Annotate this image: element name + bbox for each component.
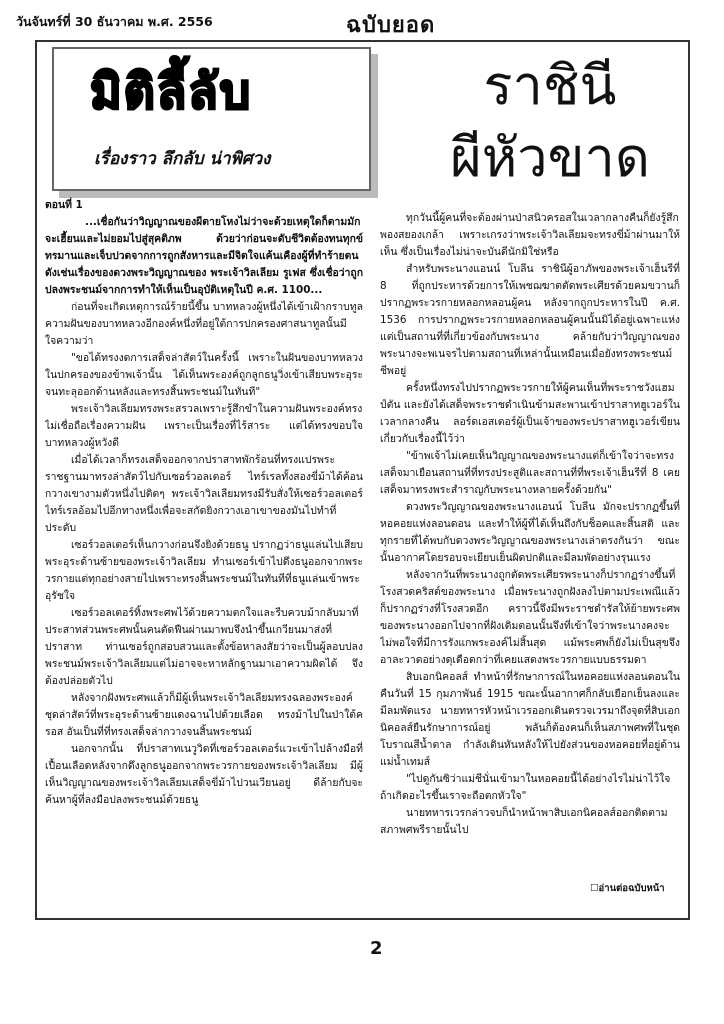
right-paragraph: "ไปดูกันซิว่าแม่ชีนั่นเข้ามาในหอคอยนี้ได้อย่างไรไม่น่าไว้ใจ ถ้าเกิดอะไรขึ้นเราจะถือตกหัวใจ": [380, 773, 671, 802]
right-paragraph: ทุกวันนี้ผู้คนที่จะต้องผ่านป่าสนิวครอสในเวลากลางคืนก็ยังรู้สึกพองสยองเกล้า เพราะเกรงว่าพระเจ้าวิลเลียมจะทรงขี่ม้าผ่านมาให้เห็น ซึ่งเป็นเรื่องไม่น่าจะบันดีนักมิใช่หรือ: [380, 212, 680, 258]
left-paragraph: "ขอได้ทรงงดการเสด็จล่าสัตว์ในครั้งนี้ เพราะในฝันของบาทหลวงในปกครองของข้าพเจ้านั้น ได้เห็นพระองค์ถูกลูกธนูวิ่งเข้าเสียบพระอุระจนทะลุออกด้านหลังและทรงสิ้นพระชนม์ในทันที": [45, 352, 363, 398]
left-paragraph: ก่อนที่จะเกิดเหตุการณ์ร้ายนี้ขึ้น บาทหลวงผู้หนึ่งได้เข้าเฝ้ากราบทูลความฝันของบาทหลวงอีกองค์หนึ่งที่อยู่ใต้การปกครองศาสนาทูลนั้นมีใจความว่า: [45, 301, 363, 347]
right-paragraph: "ข้าพเจ้าไม่เคยเห็นวิญญาณของพระนางแต่ก็เข้าใจว่าจะทรงเสด็จมาเยือนสถานที่ที่ทรงประสูติและสถานที่ที่พระเจ้าเฮ็นรีที่ 8 เคยเสด็จมาทรงพระสำราญกับพระนางหลายครั้งด้วยกัน": [380, 450, 680, 496]
column-logo: [52, 47, 371, 191]
left-column: [45, 197, 363, 907]
left-paragraph: นอกจากนั้น ที่ปราสาทเนวูวิดที่เซอร์วอลเตอร์แวะเข้าไปล้างมือที่เปื้อนเลือดหลังจากดึงลูกธนูออกจากพระวรกายของพระเจ้าวิลเลียม มีผู้เห็นวิญญาณของพระเจ้าวิลเลียมเสด็จขี่ม้าไปวนเวียนอยู่ ดีล้ายกับจะค้นหาผู้ที่ลงมือปลงพระชนม์ด้วยธนู: [45, 743, 363, 806]
continued-label: อ่านต่อฉบับหน้า: [598, 883, 665, 894]
left-paragraph: เมื่อได้เวลาก็ทรงเสด็จออกจากปราสาทพักร้อนที่ทรงแปรพระราชฐานมาทรงล่าสัตว์ไปกับเซอร์วอลเตอร์ ไทร์เรลทั้งสองขี่ม้าได้ค้อนกวางเขางามตัวหนึ่งไปติดๆ พระเจ้าวิลเลียมทรงมีรับสั่งให้เซอร์วอลเตอร์ ไทร์เรลอ้อมไปอีกทางหนึ่งเพื่อจะสกัดยิงกวางเอาเขาของมันไปทำที่ประดับ: [45, 454, 363, 534]
article-title-line1: ราชินี: [483, 54, 617, 117]
left-paragraph: หลังจากฝังพระศพแล้วก็มีผู้เห็นพระเจ้าวิลเลียมทรงฉลองพระองค์ชุดล่าสัตว์ที่พระอุระด้านซ้ายแดงฉานไปด้วยเลือด ทรงม้าไปในป่าใต้ครอส อันเป็นที่ที่ทรงเสด็จล่ากวางจนสิ้นพระชนม์: [45, 692, 363, 738]
right-paragraph: สำหรับพระนางแอนน์ โบลีน ราชินีผู้อาภัพของพระเจ้าเฮ็นรีที่ 8 ที่ถูกประหารด้วยการให้เพชฌฆาตตัดพระเศียรด้วยคมขวานก็ปรากฏพระวรกายหลอกหลอนผู้คน หลังจากถูกประหารในปี ค.ศ. 1536 การปรากฏพระวรกายหลอกหลอนผู้คนนั้นมิได้อยู่เฉพาะแห่ง แต่เป็นสถานที่ที่เกี่ยวข้องกับพระนาง คล้ายกับว่าวิญญาณของพระนางจะพเนจรไปตามสถานที่เหล่านั้นเหมือนเมื่อยังทรงพระชนม์ชีพอยู่: [380, 263, 680, 377]
left-paragraph: พระเจ้าวิลเลียมทรงพระสรวลเพราะรู้สึกขำในความฝันพระองค์ทรงไม่เชื่อถือเรื่องความฝัน เพราะเป็นเรื่องที่ไร้สาระ แต่ได้ทรงขอบใจบาทหลวงผู้หวังดี: [45, 403, 363, 449]
right-paragraph: หลังจากวันที่พระนางถูกตัดพระเศียรพระนางก็ปรากฏร่างขึ้นที่โรงสวดคริสต์ของพระนาง เมื่อพระนางถูกฝังลงไปตามประเพณีแล้วก็ปรากฏร่างที่โรงสวดอีก คราวนี้จึงมีพระราชดำรัสให้ย้ายพระศพของพระนางออกไปจากที่ฝังเดิมตอนนั้นจึงที่เข้าใจว่าพระนางคงจะไม่พอใจที่มีการรังแกพระองค์ไม่สิ้นสุด แม้พระศพก็ยังไม่เป็นสุขจึงอาละวาดอย่างดุเดือดกว่าที่เคยแสดงพระวรกายแบบธรรมดา: [380, 569, 680, 666]
continued-next-issue: [588, 881, 667, 896]
article-lead: ...เชื่อกันว่าวิญญาณของผีตายโหงไม่ว่าจะด้วยเหตุใดก็ตามมักจะเฮี้ยนและไม่ยอมไปสู่สุคติภพ ด้วยว่าก่อนจะดับชีวิตต้องทนทุกข์ทรมานและเจ็บปวดจากการถูกสังหารและมีจิตใจแค้นเคืองผู้ที่ทำร้ายตน ดังเช่นเรื่องของดวงพระวิญญาณของ พระเจ้าวิลเลียม รูเฟส ซึ่งเชื่อว่าถูกปลงพระชนม์จากการทำให้เห็นเป็นอุบัติเหตุในปี ค.ศ. 1100...: [45, 216, 363, 296]
publication-logo: ฉบับยอด: [346, 12, 436, 38]
page-header: [16, 4, 706, 38]
right-paragraph: นายทหารเวรกล่าวจบก็นำหน้าพาสิบเอกนิคอลส์ออกติดตามสภาพศพรีรายนั้นไป: [380, 807, 668, 836]
issue-date: วันจันทร์ที่ 30 ธันวาคม พ.ศ. 2556: [16, 14, 213, 29]
article-title: [430, 50, 670, 194]
right-paragraph: ดวงพระวิญญาณของพระนางแอนน์ โบลีน มักจะปรากฏขึ้นที่หอคอยแห่งลอนดอน และทำให้ผู้ที่ได้เห็นถึงกับช็อคและสิ้นสติ และทุกรายที่ได้พบกับดวงพระวิญญาณของพระนางเล่าตรงกันว่า ขณะนั้นอากาศโดยรอบจะเยียบเย็นผิดปกติและมีลมพัดอย่างรุนแรง: [380, 501, 680, 564]
column-logo-title: มิติลี้ลับ: [90, 64, 253, 120]
left-paragraph: เซอร์วอลเตอร์เห็นกวางก่อนจึงยิงด้วยธนู ปรากฏว่าธนูแล่นไปเสียบพระอุระด้านซ้ายของพระเจ้าวิลเลียม ทำนเซอร์เข้าไปดึงธนูออกจากพระวรกายแต่ทุกอย่างสายไปเพราะทรงสิ้นพระชนม์ในทันทีที่ธนูแล่นเข้าพระอุรัชใจ: [45, 539, 363, 602]
right-column: [380, 210, 680, 876]
article-title-line2: ผีหัวขาด: [450, 126, 650, 189]
left-paragraph: เซอร์วอลเตอร์ทิ้งพระศพไว้ด้วยความตกใจและรีบควบม้ากลับมาที่ประสาทส่วนพระศพนั้นคนตัดฟืนผ่านมาพบจึงนำขึ้นเกวียนมาส่งที่ปราสาท ท่านเซอร์ถูกสอบสวนและตั้งข้อหาลงสัยว่าจะเป็นผู้ลอบปลงพระชนม์พระเจ้าวิลเลียมแต่ไม่อาจจะหาหลักฐานมาเอาความผิดได้ จึงต้องปล่อยตัวไป: [45, 607, 363, 687]
page-number: 2: [370, 938, 383, 959]
column-logo-subtitle: เรื่องราว ลึกลับ น่าพิศวง: [94, 149, 271, 169]
episode-label: ตอนที่ 1: [45, 199, 83, 211]
continued-arrow-icon: ☐: [590, 883, 599, 894]
right-paragraph: สิบเอกนิคอลส์ ทำหน้าที่รักษาการณ์ในหอคอยแห่งลอนดอนในคืนวันที่ 15 กุมภาพันธ์ 1915 ขณะนั้นอากาศก็กลับเยือกเย็นลงและมีลมพัดแรง นายทหารหัวหน้าเวรออกเดินตรวจเวรมาถึงจุดที่สิบเอกนิคอลส์ยืนรักษาการณ์อยู่ พลันก็ต้องคนก็เห็นสภาพศพที่ในชุดโบราณสีน้ำตาล กำลังเดินหันหลังให้ไปยังส่วนของหอคอยที่อยู่ด้านแม่น้ำเทมส์: [380, 671, 680, 768]
right-paragraph: ครั้งหนึ่งทรงไปปรากฏพระวรกายให้ผู้คนเห็นที่พระราชวังแฮมป์ตัน และยังได้เสด็จพระราชดำเนินข้ามสะพานเข้าปราสาทฮูเวอร์ในเวลากลางคืน ลอร์ดเอสเตอร์ผู้เป็นเจ้าของพระปราสาทฮูเวอร์เขียนเกี่ยวกับเรื่องนี้ไว้ว่า: [380, 382, 680, 445]
